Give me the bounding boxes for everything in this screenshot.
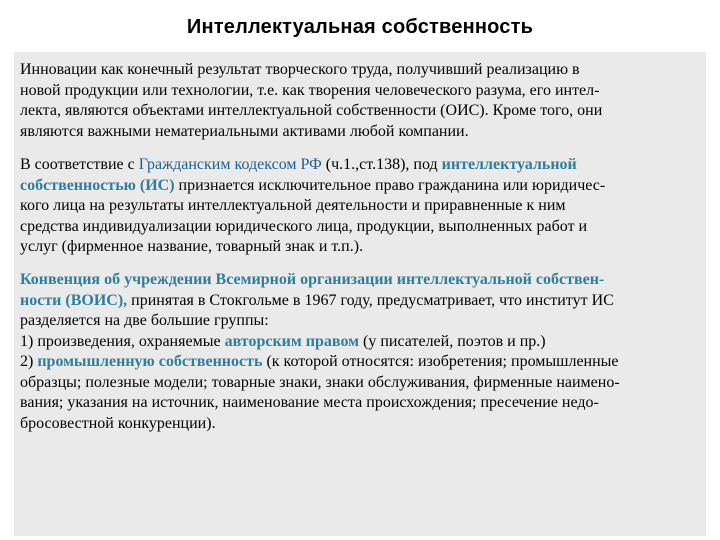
text-line: лекта, являются объектами интеллектуальной собственности (ОИС). Кроме того, они xyxy=(20,102,603,119)
term-highlight: ности (ВОИС), xyxy=(20,291,128,309)
term-highlight: Конвенция об учреждении Всемирной организации интеллектуальной собствен- xyxy=(20,271,605,288)
term-highlight: интеллектуальной xyxy=(441,156,577,173)
text-line: бросовестной конкуренции). xyxy=(20,414,216,432)
text-segment: (ч.1.,ст.138), под xyxy=(321,156,442,173)
text-segment: В соответствие с xyxy=(20,156,139,173)
text-segment: 2) xyxy=(20,353,38,370)
text-segment: принятая в Стокгольме в 1967 году, предусматривает, что институт ИС xyxy=(127,291,614,309)
text-segment: (у писателей, поэтов и пр.) xyxy=(359,332,546,350)
paragraph-civil-code xyxy=(20,155,688,258)
term-highlight: авторским правом xyxy=(224,332,360,350)
text-line xyxy=(20,270,688,291)
text-line xyxy=(20,352,688,373)
text-line: кого лица на результаты интеллектуальной деятельности и приравненные к ним xyxy=(20,197,566,214)
slide-title: Интеллектуальная собственность xyxy=(186,16,534,38)
text-line: образцы; полезные модели; товарные знаки, знаки обслуживания, фирменные наимено- xyxy=(20,373,620,391)
text-line: Инновации как конечный результат творческого труда, получивший реализацию в xyxy=(20,61,580,78)
text-line: услуг (фирменное название, товарный знак и т.п.). xyxy=(20,238,364,255)
text-segment: 1) произведения, охраняемые xyxy=(20,332,225,350)
term-highlight: собственностью (ИС) xyxy=(20,176,175,194)
text-segment: (к которой относятся: изобретения; промышленные xyxy=(262,353,619,370)
text-line: являются важными нематериальными активами любой компании. xyxy=(20,122,469,140)
civil-code-link[interactable]: Гражданским кодексом РФ xyxy=(138,156,322,173)
text-line: вания; указания на источник, наименование места происхождения; пресечение недо- xyxy=(20,394,599,411)
text-line xyxy=(20,291,688,312)
paragraph-wipo xyxy=(20,270,688,434)
text-line: средства индивидуализации юридического лица, продукции, выполненных работ и xyxy=(20,217,588,235)
text-line xyxy=(20,332,688,353)
term-highlight: промышленную собственность xyxy=(37,353,263,370)
text-line: новой продукции или технологии, т.е. как творения человеческого разума, его интел- xyxy=(20,81,600,99)
text-segment: признается исключительное право гражданина или юридичес- xyxy=(174,176,606,194)
paragraph-innovations xyxy=(20,60,688,142)
text-line: разделяется на две большие группы: xyxy=(20,312,269,329)
text-line xyxy=(20,155,688,176)
text-line xyxy=(20,176,688,197)
